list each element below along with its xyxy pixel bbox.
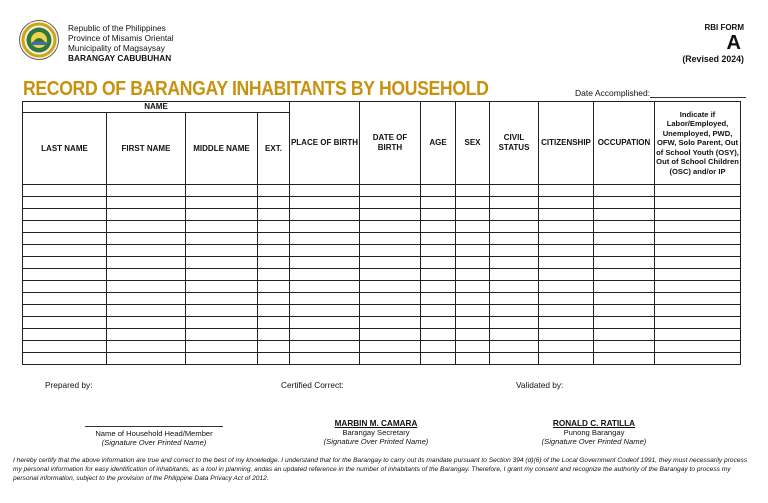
table-cell[interactable] [107,233,186,245]
table-cell[interactable] [107,209,186,221]
table-cell[interactable] [594,245,655,257]
table-cell[interactable] [456,197,490,209]
table-cell[interactable] [290,269,360,281]
table-cell[interactable] [186,353,258,365]
table-cell[interactable] [107,257,186,269]
inhabitants-table [22,101,741,365]
table-cell[interactable] [23,269,107,281]
table-cell[interactable] [594,341,655,353]
table-cell[interactable] [23,185,107,197]
table-cell[interactable] [655,209,741,221]
household-signature-block [70,429,238,447]
table-cell[interactable] [490,293,539,305]
table-cell[interactable] [360,233,421,245]
table-cell[interactable] [360,305,421,317]
date-accomplished-label: Date Accomplished: [575,88,651,98]
secretary-title: Barangay Secretary [342,428,410,437]
table-cell[interactable] [594,305,655,317]
table-row [23,305,741,317]
table-cell[interactable] [539,245,594,257]
table-cell[interactable] [421,245,456,257]
table-cell[interactable] [456,209,490,221]
table-cell[interactable] [107,197,186,209]
header-line-municipality: Municipality of Magsaysay [68,43,165,53]
table-cell[interactable] [107,305,186,317]
table-cell[interactable] [539,209,594,221]
table-cell[interactable] [186,209,258,221]
household-head-title: Name of Household Head/Member [95,429,213,438]
table-cell[interactable] [107,269,186,281]
table-cell[interactable] [290,293,360,305]
table-row [23,293,741,305]
table-cell[interactable] [594,233,655,245]
table-cell[interactable] [360,257,421,269]
table-cell[interactable] [360,185,421,197]
table-cell[interactable] [539,185,594,197]
table-cell[interactable] [360,353,421,365]
household-head-note: (Signature Over Printed Name) [101,438,207,447]
table-cell[interactable] [421,281,456,293]
col-date-of-birth: DATE OF BIRTH [360,102,421,185]
table-cell[interactable] [456,341,490,353]
barangay-seal-logo [19,20,59,60]
table-cell[interactable] [23,221,107,233]
table-cell[interactable] [655,317,741,329]
table-cell[interactable] [23,305,107,317]
table-cell[interactable] [290,197,360,209]
table-row [23,185,741,197]
table-cell[interactable] [290,221,360,233]
table-cell[interactable] [456,329,490,341]
table-cell[interactable] [107,329,186,341]
table-cell[interactable] [539,281,594,293]
table-cell[interactable] [594,293,655,305]
table-cell[interactable] [186,221,258,233]
table-cell[interactable] [290,257,360,269]
table-cell[interactable] [539,317,594,329]
table-cell[interactable] [594,257,655,269]
col-citizenship: CITIZENSHIP [539,102,594,185]
table-cell[interactable] [655,257,741,269]
table-cell[interactable] [258,209,290,221]
table-cell[interactable] [421,341,456,353]
prepared-by-label: Prepared by: [45,380,93,390]
punong-signature-block [514,419,674,446]
table-cell[interactable] [258,293,290,305]
table-cell[interactable] [258,197,290,209]
table-cell[interactable] [186,329,258,341]
table-cell[interactable] [290,353,360,365]
table-cell[interactable] [258,341,290,353]
table-cell[interactable] [490,209,539,221]
table-cell[interactable] [360,245,421,257]
table-cell[interactable] [490,245,539,257]
col-civil-status: CIVIL STATUS [490,102,539,185]
table-cell[interactable] [258,185,290,197]
table-cell[interactable] [456,293,490,305]
table-cell[interactable] [186,305,258,317]
table-cell[interactable] [594,281,655,293]
table-cell[interactable] [490,317,539,329]
table-cell[interactable] [456,269,490,281]
table-cell[interactable] [539,257,594,269]
table-cell[interactable] [490,329,539,341]
table-row [23,317,741,329]
date-accomplished [575,88,746,98]
table-cell[interactable] [421,221,456,233]
header-address [68,23,174,63]
table-cell[interactable] [594,209,655,221]
table-cell[interactable] [107,293,186,305]
table-cell[interactable] [655,269,741,281]
punong-name: RONALD C. RATILLA [552,419,636,428]
table-cell[interactable] [456,233,490,245]
table-cell[interactable] [186,293,258,305]
table-cell[interactable] [421,317,456,329]
table-cell[interactable] [360,269,421,281]
table-cell[interactable] [360,221,421,233]
table-cell[interactable] [539,197,594,209]
table-cell[interactable] [655,329,741,341]
table-cell[interactable] [258,233,290,245]
table-cell[interactable] [290,185,360,197]
table-cell[interactable] [490,185,539,197]
table-cell[interactable] [186,281,258,293]
table-cell[interactable] [290,305,360,317]
table-cell[interactable] [539,221,594,233]
table-cell[interactable] [655,353,741,365]
table-cell[interactable] [456,353,490,365]
secretary-signature-block [296,419,456,446]
table-cell[interactable] [655,305,741,317]
table-cell[interactable] [23,329,107,341]
table-cell[interactable] [23,197,107,209]
form-label: RBI FORM [704,23,744,32]
table-cell[interactable] [490,257,539,269]
table-row [23,269,741,281]
col-occupation: OCCUPATION [594,102,655,185]
col-last-name: LAST NAME [23,113,107,185]
table-cell[interactable] [23,341,107,353]
table-cell[interactable] [594,197,655,209]
table-row [23,341,741,353]
col-age: AGE [421,102,456,185]
table-cell[interactable] [594,329,655,341]
table-cell[interactable] [655,245,741,257]
header-line-province: Province of Misamis Oriental [68,33,174,43]
table-cell[interactable] [107,221,186,233]
table-cell[interactable] [23,245,107,257]
table-cell[interactable] [290,209,360,221]
table-cell[interactable] [23,233,107,245]
table-cell[interactable] [290,317,360,329]
table-cell[interactable] [421,329,456,341]
table-cell[interactable] [456,257,490,269]
table-cell[interactable] [539,293,594,305]
certification-statement: I hereby certify that the above information are true and correct to the best of my knowledge. I understand that for the Barangay to carry out its mandate pursuant to Section 394 (d)(6) of the Local Government Codeof 1991, they must necessarily process my personal information for easy identification of inhabitants, as a tool in planning, andas an updated reference in the number of inhabitants of the Barangay. Therefore, I grant my consent and recognize the authority of the Barangay to process my personal information, subject to the provision of the Philippine Data Privacy Act of 2012. [13,457,748,482]
table-cell[interactable] [258,317,290,329]
table-cell[interactable] [186,317,258,329]
name-group-header: NAME [23,102,290,113]
certified-correct-label: Certified Correct: [281,380,344,390]
table-cell[interactable] [421,293,456,305]
table-cell[interactable] [290,245,360,257]
table-cell[interactable] [421,257,456,269]
table-cell[interactable] [360,317,421,329]
table-cell[interactable] [490,233,539,245]
table-cell[interactable] [490,341,539,353]
table-cell[interactable] [23,281,107,293]
table-cell[interactable] [421,269,456,281]
table-cell[interactable] [456,185,490,197]
table-cell[interactable] [186,269,258,281]
table-cell[interactable] [186,197,258,209]
table-cell[interactable] [490,281,539,293]
table-cell[interactable] [421,185,456,197]
header-line-barangay: BARANGAY CABUBUHAN [68,53,172,63]
table-cell[interactable] [421,197,456,209]
punong-note: (Signature Over Printed Name) [541,437,647,446]
form-code [682,23,744,64]
table-cell[interactable] [456,305,490,317]
table-cell[interactable] [23,293,107,305]
table-cell[interactable] [23,317,107,329]
table-cell[interactable] [23,257,107,269]
table-row [23,281,741,293]
table-cell[interactable] [360,293,421,305]
col-middle-name: MIDDLE NAME [186,113,258,185]
table-cell[interactable] [456,281,490,293]
date-accomplished-field[interactable] [650,89,746,98]
table-cell[interactable] [539,305,594,317]
secretary-note: (Signature Over Printed Name) [323,437,429,446]
punong-title: Punong Barangay [563,428,625,437]
table-cell[interactable] [258,281,290,293]
table-cell[interactable] [23,209,107,221]
table-cell[interactable] [655,281,741,293]
header-line-republic: Republic of the Philippines [68,23,166,33]
table-cell[interactable] [421,233,456,245]
table-cell[interactable] [655,221,741,233]
table-row [23,233,741,245]
table-row [23,257,741,269]
form-revision: (Revised 2024) [682,54,744,64]
table-cell[interactable] [655,233,741,245]
table-cell[interactable] [594,269,655,281]
table-cell[interactable] [490,197,539,209]
col-indicate-status: Indicate if Labor/Employed, Unemployed, PWD, OFW, Solo Parent, Out of School Youth (OSY), Out of School Children (OSC) and/or IP [655,102,741,185]
col-ext: EXT. [258,113,290,185]
table-cell[interactable] [360,281,421,293]
table-cell[interactable] [655,185,741,197]
validated-by-label: Validated by: [516,380,564,390]
table-cell[interactable] [594,317,655,329]
col-place-of-birth: PLACE OF BIRTH [290,102,360,185]
table-cell[interactable] [456,221,490,233]
form-letter: A [726,32,741,54]
table-cell[interactable] [360,209,421,221]
table-cell[interactable] [421,305,456,317]
table-cell[interactable] [258,353,290,365]
table-cell[interactable] [456,317,490,329]
household-signature-line[interactable] [85,426,223,427]
table-cell[interactable] [290,341,360,353]
table-cell[interactable] [490,269,539,281]
table-cell[interactable] [655,197,741,209]
table-cell[interactable] [258,269,290,281]
table-cell[interactable] [186,245,258,257]
table-cell[interactable] [23,353,107,365]
col-first-name: FIRST NAME [107,113,186,185]
table-cell[interactable] [421,209,456,221]
table-cell[interactable] [258,221,290,233]
table-cell[interactable] [421,353,456,365]
secretary-name: MARBIN M. CAMARA [334,419,418,428]
table-cell[interactable] [655,341,741,353]
table-cell[interactable] [107,353,186,365]
table-cell[interactable] [186,341,258,353]
table-cell[interactable] [539,233,594,245]
table-row [23,329,741,341]
table-cell[interactable] [186,233,258,245]
table-cell[interactable] [539,341,594,353]
table-row [23,209,741,221]
table-cell[interactable] [290,329,360,341]
table-cell[interactable] [655,293,741,305]
table-cell[interactable] [594,221,655,233]
table-cell[interactable] [107,185,186,197]
table-cell[interactable] [539,329,594,341]
table-cell[interactable] [490,353,539,365]
table-cell[interactable] [594,185,655,197]
table-cell[interactable] [186,185,258,197]
table-body [23,185,741,365]
table-cell[interactable] [360,197,421,209]
table-cell[interactable] [456,245,490,257]
table-cell[interactable] [360,329,421,341]
table-cell[interactable] [107,317,186,329]
table-row [23,221,741,233]
table-row [23,197,741,209]
table-cell[interactable] [490,221,539,233]
table-cell[interactable] [107,245,186,257]
table-cell[interactable] [258,329,290,341]
table-cell[interactable] [107,341,186,353]
table-cell[interactable] [490,305,539,317]
table-cell[interactable] [186,257,258,269]
table-cell[interactable] [290,233,360,245]
table-row [23,245,741,257]
col-sex: SEX [456,102,490,185]
table-cell[interactable] [258,257,290,269]
table-row [23,353,741,365]
table-cell[interactable] [539,353,594,365]
form-title: RECORD OF BARANGAY INHABITANTS BY HOUSEHOLD [23,77,489,100]
table-cell[interactable] [258,305,290,317]
table-cell[interactable] [290,281,360,293]
table-cell[interactable] [258,245,290,257]
table-cell[interactable] [539,269,594,281]
table-cell[interactable] [360,341,421,353]
table-cell[interactable] [594,353,655,365]
table-cell[interactable] [107,281,186,293]
